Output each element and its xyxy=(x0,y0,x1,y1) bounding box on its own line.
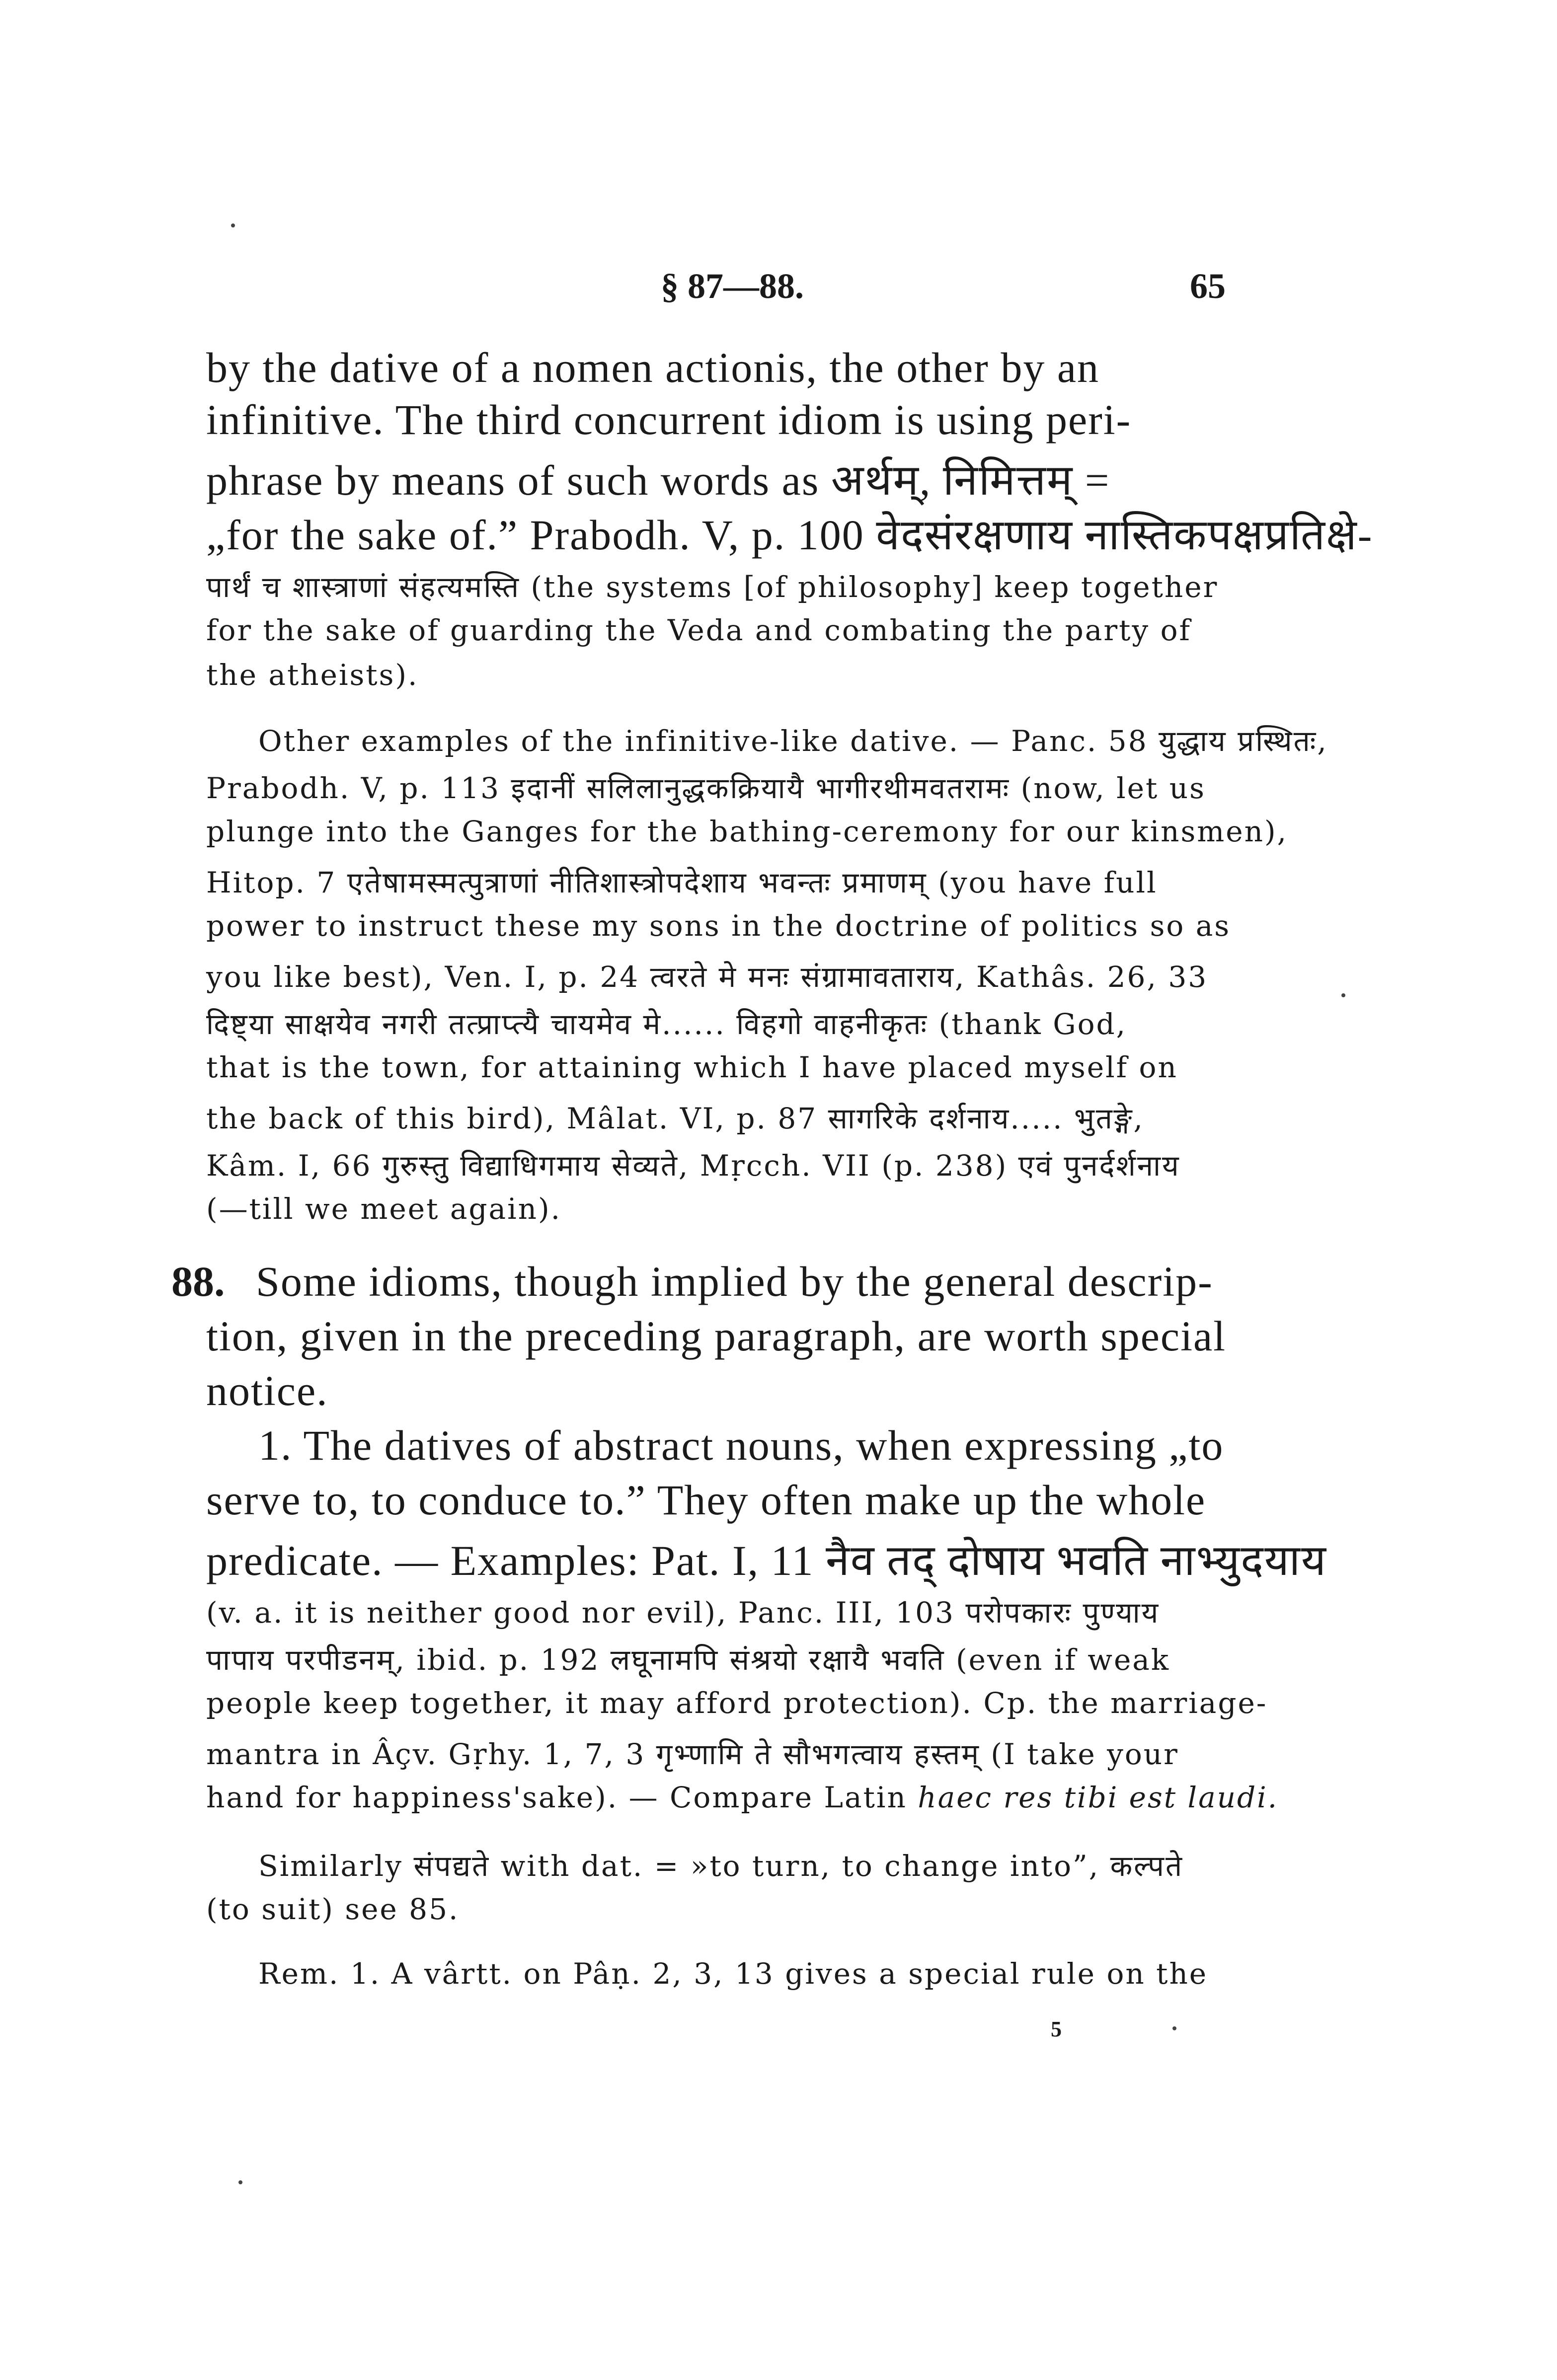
text-line: (to suit) see 85. xyxy=(206,1892,460,1926)
text-line: infinitive. The third concurrent idiom is using peri- xyxy=(206,396,1132,444)
page-number: 65 xyxy=(1190,266,1226,306)
text-line: Other examples of the infinitive-like dative. — Panc. 58 युद्धाय प्रस्थितः, xyxy=(258,724,1328,758)
text-line: the atheists). xyxy=(206,658,419,692)
text-line: you like best), Ven. I, p. 24 त्वरते मे मनः संग्रामावताराय, Kathâs. 26, 33 xyxy=(206,960,1208,994)
text-line: by the dative of a nomen actionis, the other by an xyxy=(206,344,1099,391)
text-line: phrase by means of such words as अर्थम्, निमित्तम् = xyxy=(206,456,1110,504)
text-line: power to instruct these my sons in the doctrine of politics so as xyxy=(206,909,1231,943)
text-line: that is the town, for attaining which I have placed myself on xyxy=(206,1050,1178,1084)
text-line: 1. The datives of abstract nouns, when expressing „to xyxy=(258,1421,1224,1469)
text-line xyxy=(206,1781,1279,1814)
text-line: पापाय परपीडनम्, ibid. p. 192 लघूनामपि संश्रयो रक्षायै भवति (even if weak xyxy=(206,1643,1170,1677)
text-line: दिष्ट्या साक्षयेव नगरी तत्प्राप्त्यै चायमेव मे...... विहगो वाहनीकृतः (thank God, xyxy=(206,1007,1127,1041)
text-line: for the sake of guarding the Veda and combating the party of xyxy=(206,613,1192,647)
text-line: people keep together, it may afford protection). Cp. the marriage- xyxy=(206,1686,1268,1720)
text-line: Prabodh. V, p. 113 इदानीं सलिलानुद्धकक्रियायै भागीरथीमवतरामः (now, let us xyxy=(206,771,1206,805)
section-number: 88. xyxy=(171,1258,225,1305)
text-line: plunge into the Ganges for the bathing-ceremony for our kinsmen), xyxy=(206,815,1288,848)
text-line: Rem. 1. A vârtt. on Pâṇ. 2, 3, 13 gives a special rule on the xyxy=(258,1957,1208,1991)
paper-speck xyxy=(231,223,235,227)
text-line: „for the sake of.” Prabodh. V, p. 100 वेदसंरक्षणाय नास्तिकपक्षप्रतिक्षे- xyxy=(206,511,1373,559)
latin-phrase: haec res tibi est laudi. xyxy=(918,1781,1279,1814)
text-line: Kâm. I, 66 गुरुस्तु विद्याधिगमाय सेव्यते, Mṛcch. VII (p. 238) एवं पुनर्दर्शनाय xyxy=(206,1149,1180,1183)
text-line: Some idioms, though implied by the general descrip- xyxy=(256,1258,1213,1305)
running-head-section: § 87—88. xyxy=(661,266,804,306)
paper-speck xyxy=(1341,993,1345,997)
paper-speck xyxy=(238,2180,242,2184)
text-line: Hitop. 7 एतेषामस्मत्पुत्राणां नीतिशास्त्रोपदेशाय भवन्तः प्रमाणम् (you have full xyxy=(206,866,1158,899)
text-line: serve to, to conduce to.” They often make up the whole xyxy=(206,1476,1206,1524)
paper-speck xyxy=(1172,2026,1176,2030)
text-span: hand for happiness'sake). — Compare Latin xyxy=(206,1781,907,1814)
text-line: notice. xyxy=(206,1367,328,1414)
signature-mark: 5 xyxy=(1051,2017,1062,2041)
text-line: tion, given in the preceding paragraph, are worth special xyxy=(206,1312,1227,1360)
text-line: the back of this bird), Mâlat. VI, p. 87 सागरिके दर्शनाय..... भुतङ्गे, xyxy=(206,1102,1144,1135)
text-line: Similarly संपद्यते with dat. = »to turn, to change into”, कल्पते xyxy=(258,1849,1184,1883)
text-line: predicate. — Examples: Pat. I, 11 नैव तद् दोषाय भवति नाभ्युदयाय xyxy=(206,1537,1327,1584)
text-line: (v. a. it is neither good nor evil), Panc. III, 103 परोपकारः पुण्याय xyxy=(206,1596,1160,1630)
text-line: पार्थं च शास्त्राणां संहत्यमस्ति (the systems [of philosophy] keep together xyxy=(206,570,1219,604)
text-line: (—till we meet again). xyxy=(206,1192,562,1226)
text-line: mantra in Âçv. Gṛhy. 1, 7, 3 गृभ्णामि ते सौभगत्वाय हस्तम् (I take your xyxy=(206,1737,1179,1771)
